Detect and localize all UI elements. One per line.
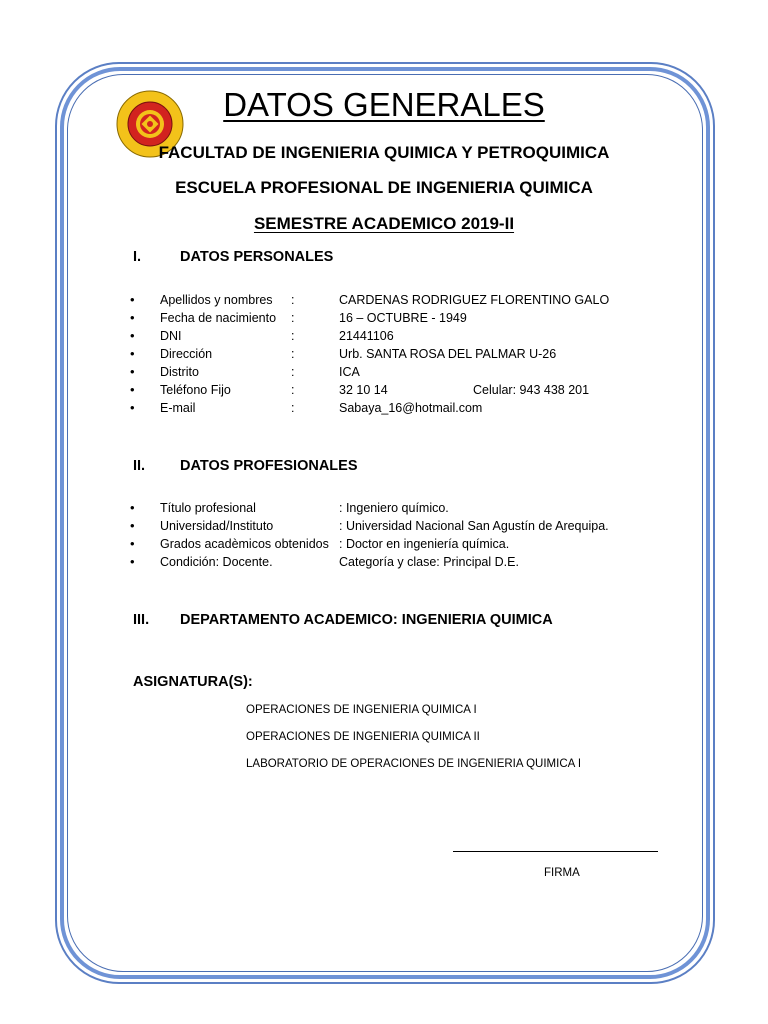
field-value: : Ingeniero químico. bbox=[339, 501, 449, 515]
field-colon: : bbox=[291, 365, 295, 379]
field-colon: : bbox=[291, 383, 295, 397]
section-department-heading bbox=[133, 612, 633, 632]
personal-data-row bbox=[130, 365, 650, 383]
subjects-heading: ASIGNATURA(S): bbox=[133, 674, 253, 690]
subject-item: LABORATORIO DE OPERACIONES DE INGENIERIA QUIMICA I bbox=[246, 758, 582, 770]
bullet-icon: • bbox=[130, 382, 135, 397]
professional-data-row bbox=[130, 537, 650, 555]
bullet-icon: • bbox=[130, 310, 135, 325]
field-value: Categoría y clase: Principal D.E. bbox=[339, 555, 519, 569]
field-label: E-mail bbox=[160, 401, 196, 415]
field-label: Título profesional bbox=[160, 501, 256, 515]
professional-data-row bbox=[130, 555, 650, 573]
field-label: Teléfono Fijo bbox=[160, 383, 231, 397]
bullet-icon: • bbox=[130, 346, 135, 361]
section-title: DEPARTAMENTO ACADEMICO: INGENIERIA QUIMICA bbox=[180, 612, 553, 628]
field-extra-value: Celular: 943 438 201 bbox=[473, 383, 590, 397]
field-label: Fecha de nacimiento bbox=[160, 311, 277, 325]
field-value: 21441106 bbox=[339, 329, 394, 343]
professional-data-row bbox=[130, 501, 650, 519]
personal-data-row bbox=[130, 383, 650, 401]
signature-line bbox=[453, 851, 658, 852]
faculty-name: FACULTAD DE INGENIERIA QUIMICA Y PETROQUIMICA bbox=[158, 143, 610, 162]
subject-item: OPERACIONES DE INGENIERIA QUIMICA I bbox=[246, 704, 477, 716]
personal-data-row bbox=[130, 329, 650, 347]
field-value: CARDENAS RODRIGUEZ FLORENTINO GALO bbox=[339, 293, 610, 307]
field-value: 16 – OCTUBRE - 1949 bbox=[339, 311, 467, 325]
field-colon: : bbox=[291, 311, 295, 325]
personal-data-row bbox=[130, 293, 650, 311]
bullet-icon: • bbox=[130, 400, 135, 415]
section-number: III. bbox=[133, 612, 150, 628]
personal-data-row bbox=[130, 347, 650, 365]
semester-label: SEMESTRE ACADEMICO 2019-II bbox=[253, 214, 515, 233]
field-value: 32 10 14 bbox=[339, 383, 388, 397]
field-label: Universidad/Instituto bbox=[160, 519, 274, 533]
field-value: Urb. SANTA ROSA DEL PALMAR U-26 bbox=[339, 347, 557, 361]
bullet-icon: • bbox=[130, 292, 135, 307]
section-title: DATOS PERSONALES bbox=[180, 249, 334, 265]
field-value: Sabaya_16@hotmail.com bbox=[339, 401, 483, 415]
section-personal-heading bbox=[133, 249, 533, 269]
field-label: Condición: Docente. bbox=[160, 555, 273, 569]
section-number: I. bbox=[133, 249, 142, 265]
bullet-icon: • bbox=[130, 364, 135, 379]
field-label: Dirección bbox=[160, 347, 213, 361]
personal-data-row bbox=[130, 311, 650, 329]
field-value: : Doctor en ingeniería química. bbox=[339, 537, 510, 551]
bullet-icon: • bbox=[130, 518, 135, 533]
field-colon: : bbox=[291, 401, 295, 415]
field-label: Apellidos y nombres bbox=[160, 293, 273, 307]
subject-item: OPERACIONES DE INGENIERIA QUIMICA II bbox=[246, 731, 480, 743]
bullet-icon: • bbox=[130, 328, 135, 343]
bullet-icon: • bbox=[130, 536, 135, 551]
field-label: DNI bbox=[160, 329, 182, 343]
field-colon: : bbox=[291, 329, 295, 343]
field-label: Distrito bbox=[160, 365, 199, 379]
school-name: ESCUELA PROFESIONAL DE INGENIERIA QUIMICA bbox=[175, 178, 593, 197]
section-professional-heading bbox=[133, 458, 533, 478]
personal-data-row bbox=[130, 401, 650, 419]
field-value: : Universidad Nacional San Agustín de Arequipa. bbox=[339, 519, 609, 533]
field-colon: : bbox=[291, 293, 295, 307]
signature-label: FIRMA bbox=[544, 867, 580, 879]
field-colon: : bbox=[291, 347, 295, 361]
section-number: II. bbox=[133, 458, 146, 474]
section-title: DATOS PROFESIONALES bbox=[180, 458, 358, 474]
professional-data-row bbox=[130, 519, 650, 537]
bullet-icon: • bbox=[130, 554, 135, 569]
field-label: Grados acadèmicos obtenidos bbox=[160, 537, 329, 551]
field-value: ICA bbox=[339, 365, 360, 379]
page-title: DATOS GENERALES bbox=[223, 86, 545, 123]
bullet-icon: • bbox=[130, 500, 135, 515]
